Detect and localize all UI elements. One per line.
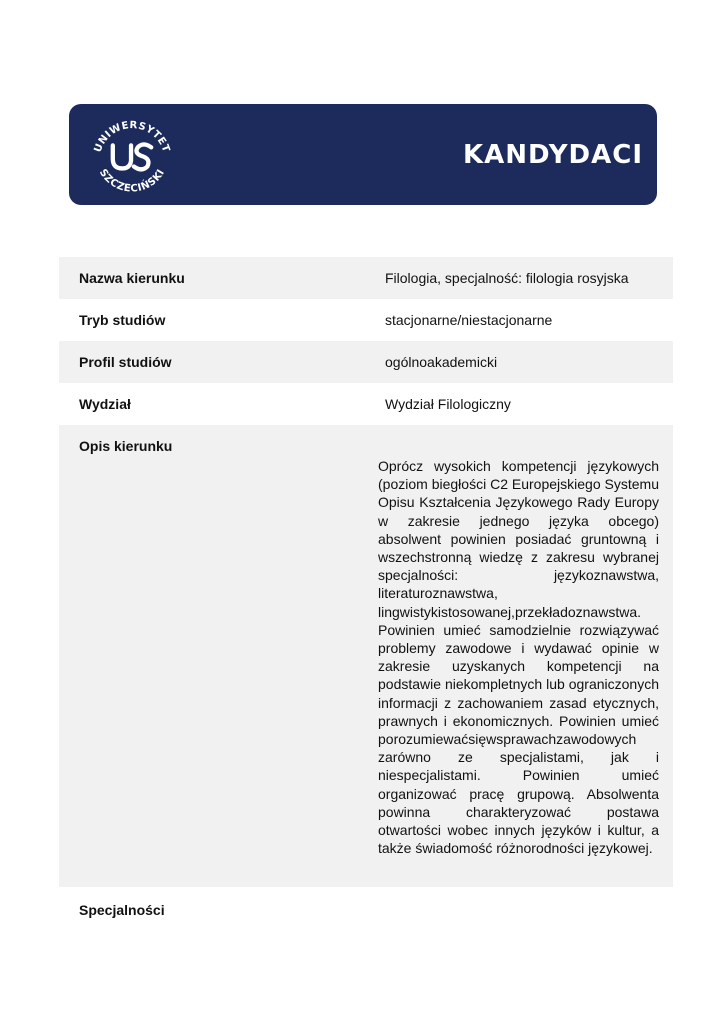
university-of-szczecin-logo-icon <box>84 107 180 203</box>
row-wydzial <box>59 383 673 425</box>
row-label: Specjalności <box>79 902 165 918</box>
row-label: Profil studiów <box>79 354 172 370</box>
row-value: stacjonarne/niestacjonarne <box>385 312 553 328</box>
row-value: Filologia, specjalność: filologia rosyjska <box>385 270 629 286</box>
row-label: Opis kierunku <box>79 438 173 454</box>
svg-text:SZCZECIŃSKI <box>97 167 167 194</box>
program-description: Oprócz wysokich kompetencji językowych (poziom biegłości C2 Europejskiego Systemu Opisu Kształcenia Językowego Rady Europy w zakresie jednego języka obcego) absolwent powinien posiadać gruntowną i wszechstronną wiedzę z zakresu wybranej specjalności: językoznawstwa, literaturoznawstwa, lingwistykistosowanej,przekładoznawstwa. Powinien umieć samodzielnie rozwiązywać problemy zawodowe i wydawać opinie w zakresie uzyskanych kompetencji na podstawie niekompletnych lub ograniczonych informacji z zachowaniem zasad etycznych, prawnych i ekonomicznych. Powinien umieć porozumiewaćsięwsprawachzawodowych zarówno ze specjalistami, jak i niespecjalistami. Powinien umieć organizować pracę grupową. Absolwenta powinna charakteryzować postawa otwartości wobec innych języków i kultur, a także świadomość różnorodności językowej. <box>378 458 659 857</box>
row-tryb-studiow <box>59 299 673 341</box>
header-banner <box>69 104 657 205</box>
row-label: Tryb studiów <box>79 312 166 328</box>
university-logo <box>77 104 187 205</box>
row-profil-studiow <box>59 341 673 383</box>
row-label: Nazwa kierunku <box>79 270 185 286</box>
study-info-table <box>59 257 673 927</box>
row-value <box>365 437 673 857</box>
row-label: Wydział <box>79 396 131 412</box>
row-value: ogólnoakademicki <box>385 354 498 370</box>
row-specjalnosci <box>59 887 673 927</box>
row-nazwa-kierunku <box>59 257 673 299</box>
row-opis-kierunku <box>59 425 673 887</box>
logo-text-bottom: SZCZECIŃSKI <box>96 166 168 195</box>
row-value: Wydział Filologiczny <box>385 396 511 412</box>
logo-text-top: UNIWERSYTET <box>92 119 172 154</box>
banner-title: KANDYDACI <box>462 139 643 170</box>
